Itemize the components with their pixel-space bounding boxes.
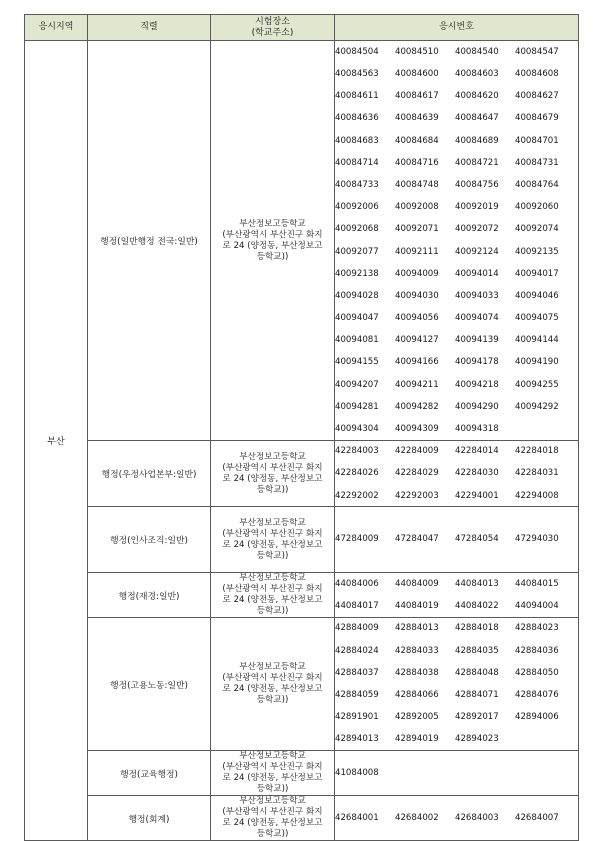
exam-number: 40084608 (515, 69, 559, 79)
place-line: 로 24 (양정동, 부산정보고 (222, 240, 323, 251)
exam-number: 42892017 (455, 712, 499, 723)
exam-number: 40094127 (395, 335, 439, 346)
exam-number: 40094046 (515, 290, 559, 301)
exam-number: 40094282 (395, 401, 439, 412)
exam-number: 40084748 (395, 179, 439, 190)
place-line: 등학교)) (256, 784, 289, 794)
exam-number: 42884050 (515, 667, 559, 678)
exam-number: 42292002 (335, 490, 379, 501)
place-line: 부산정보고등학교 (239, 218, 306, 229)
exam-number: 40084540 (455, 46, 499, 57)
exam-number: 40092019 (455, 202, 499, 213)
exam-number: 40084620 (455, 91, 499, 102)
exam-number: 40084756 (455, 179, 499, 190)
place-address (211, 573, 334, 617)
table-row (25, 41, 579, 441)
table-row (25, 573, 579, 618)
exam-number: 42884036 (515, 645, 559, 656)
exam-number: 42884013 (395, 623, 439, 634)
place-line: (부산광역시 부산진구 화지 (222, 584, 323, 594)
exam-number: 40094190 (515, 357, 559, 368)
number-row (335, 263, 578, 285)
number-row (335, 374, 578, 396)
exam-number: 42294008 (515, 490, 559, 501)
exam-number: 42684001 (335, 812, 379, 823)
exam-number: 40094155 (335, 357, 379, 368)
exam-number: 47294030 (515, 534, 559, 545)
exam-number: 40084627 (515, 91, 559, 102)
exam-number: 42894019 (395, 734, 439, 745)
exam-number: 42684003 (455, 812, 499, 823)
exam-number: 44084017 (335, 601, 379, 611)
place-line: 부산정보고등학교 (239, 517, 306, 528)
exam-number: 40094304 (335, 424, 379, 434)
exam-number: 42884071 (455, 690, 499, 700)
exam-number: 40084679 (515, 113, 559, 124)
exam-number: 40084611 (335, 91, 379, 102)
exam-number: 40084617 (395, 91, 439, 102)
number-row (335, 107, 578, 129)
place-line: 부산정보고등학교 (239, 451, 306, 462)
exam-number: 42684002 (395, 812, 439, 823)
exam-number: 40094030 (395, 290, 439, 301)
exam-number: 40084701 (515, 135, 559, 146)
number-row (335, 63, 578, 85)
job-cell: 행정(일반행정 전국:일반) (88, 41, 211, 441)
exam-number: 40094211 (395, 379, 439, 390)
exam-number: 42284030 (455, 468, 499, 479)
exam-number: 40084721 (455, 157, 499, 168)
place-line: 로 24 (양전동, 부산정보고 (222, 684, 323, 694)
job-cell: 행정(재경:일반) (88, 573, 211, 618)
place-line: 로 24 (양전동, 부산정보고 (222, 818, 323, 828)
exam-number: 40092060 (515, 202, 559, 213)
place-address (211, 751, 334, 795)
exam-number: 40094281 (335, 401, 379, 412)
place-cell (211, 507, 335, 573)
number-row (335, 662, 578, 684)
exam-number: 44084015 (515, 578, 559, 589)
place-line: (부산광역시 부산진구 화지 (222, 229, 323, 240)
place-line: (부산광역시 부산진구 화지 (222, 673, 323, 683)
place-address (211, 662, 334, 706)
exam-number: 44084019 (395, 601, 439, 611)
place-line: (부산광역시 부산진구 화지 (222, 762, 323, 772)
exam-number: 40094290 (455, 401, 499, 412)
exam-number: 44094004 (515, 601, 559, 611)
exam-number: 40094309 (395, 424, 439, 434)
exam-number: 40092006 (335, 202, 379, 213)
exam-number: 40092074 (515, 224, 559, 235)
exam-number: 42884066 (395, 690, 439, 700)
table-row (25, 751, 579, 796)
exam-number: 42884009 (335, 623, 379, 634)
exam-number: 40084683 (335, 135, 379, 146)
number-row (335, 462, 578, 484)
exam-number: 40094207 (335, 379, 379, 390)
exam-number: 40094318 (455, 424, 499, 434)
exam-number: 47284054 (455, 534, 499, 545)
place-line: (부산광역시 부산진구 화지 (222, 807, 323, 817)
exam-number: 40084689 (455, 135, 499, 146)
number-row (335, 329, 578, 351)
exam-number: 40094017 (515, 268, 559, 279)
place-cell (211, 751, 335, 796)
exam-number: 40094255 (515, 379, 559, 390)
number-row (335, 218, 578, 240)
place-line: 부산정보고등학교 (239, 662, 306, 672)
exam-number: 40084636 (335, 113, 379, 124)
exam-number: 40092111 (395, 246, 439, 257)
number-row (335, 762, 578, 784)
exam-number: 40094014 (455, 268, 499, 279)
exam-number: 40094009 (395, 268, 439, 279)
number-cell (335, 796, 579, 841)
header-place (211, 15, 335, 41)
exam-number: 40092135 (515, 246, 559, 257)
exam-number: 40084504 (335, 46, 379, 57)
place-line: 로 24 (양정동, 부산정보고 (222, 473, 323, 484)
number-row (335, 85, 578, 107)
exam-number: 42894023 (455, 734, 499, 745)
number-row (335, 574, 578, 596)
exam-number: 42284018 (515, 446, 559, 457)
number-row (335, 130, 578, 152)
place-line: 로 24 (양전동, 부산정보고 (222, 539, 323, 550)
place-line: 부산정보고등학교 (239, 751, 306, 761)
place-line: 등학교)) (256, 829, 289, 839)
number-row (335, 196, 578, 218)
exam-number: 42284031 (515, 468, 559, 479)
exam-number: 42891901 (335, 712, 379, 723)
header-region: 응시지역 (25, 15, 88, 41)
exam-number: 40084510 (395, 46, 439, 57)
table-row (25, 796, 579, 841)
exam-number: 47284047 (395, 534, 439, 545)
exam-number: 40094033 (455, 290, 499, 301)
exam-number: 40094075 (515, 313, 559, 324)
exam-number: 42884059 (335, 690, 379, 700)
number-row (335, 706, 578, 728)
place-cell (211, 618, 335, 751)
place-address (211, 452, 334, 496)
exam-number: 44084006 (335, 578, 379, 589)
place-address (211, 796, 334, 840)
number-cell (335, 573, 579, 618)
place-address (211, 518, 334, 562)
number-row (335, 728, 578, 750)
number-row (335, 285, 578, 307)
number-row (335, 684, 578, 706)
table-row (25, 507, 579, 573)
header-number: 응시번호 (335, 15, 579, 41)
job-cell: 행정(인사조직:일반) (88, 507, 211, 573)
place-line: (부산광역시 부산진구 화지 (222, 462, 323, 473)
exam-number: 42292003 (395, 490, 439, 501)
number-cell (335, 507, 579, 573)
exam-number: 44084009 (395, 578, 439, 589)
exam-number: 40094139 (455, 335, 499, 346)
exam-number: 42884037 (335, 667, 379, 678)
exam-number: 41084008 (335, 767, 379, 778)
exam-number: 42884033 (395, 645, 439, 656)
exam-number: 40084603 (455, 69, 499, 79)
number-row (335, 152, 578, 174)
place-cell (211, 573, 335, 618)
number-row (335, 307, 578, 329)
place-address (211, 219, 334, 263)
table-row (25, 441, 579, 507)
exam-number: 40094144 (515, 335, 559, 346)
exam-number: 40084716 (395, 157, 439, 168)
exam-number: 42294001 (455, 490, 499, 501)
exam-number: 42884048 (455, 667, 499, 678)
job-cell: 행정(교육행정) (88, 751, 211, 796)
exam-number: 40084647 (455, 113, 499, 124)
place-line: 로 24 (양전동, 부산정보고 (222, 773, 323, 783)
region-cell: 부산 (25, 41, 88, 841)
exam-number: 42884076 (515, 690, 559, 700)
job-cell: 행정(우정사업본부:일반) (88, 441, 211, 507)
exam-number: 42884023 (515, 623, 559, 634)
exam-number: 40092068 (335, 224, 379, 235)
exam-number: 42284026 (335, 468, 379, 479)
exam-number: 40094292 (515, 401, 559, 412)
job-cell: 행정(회계) (88, 796, 211, 841)
place-line: 등학교)) (256, 550, 289, 561)
exam-number: 42284003 (335, 446, 379, 457)
place-line: 등학교)) (256, 251, 289, 262)
number-row (335, 41, 578, 63)
number-row (335, 807, 578, 829)
place-line: 부산정보고등학교 (239, 573, 306, 583)
number-row (335, 441, 578, 462)
place-line: (부산광역시 부산진구 화지 (222, 528, 323, 539)
place-line: 등학교)) (256, 484, 289, 495)
exam-number: 40094218 (455, 379, 499, 390)
exam-number: 42894006 (515, 712, 559, 723)
number-cell (335, 618, 579, 751)
place-cell (211, 441, 335, 507)
table-body (25, 41, 579, 841)
exam-number: 40092008 (395, 202, 439, 213)
exam-number: 40084547 (515, 46, 559, 57)
place-line: 등학교)) (256, 606, 289, 616)
exam-number: 40094028 (335, 290, 379, 301)
exam-number: 40092071 (395, 224, 439, 235)
place-line: 로 24 (양전동, 부산정보고 (222, 595, 323, 605)
exam-number: 40084731 (515, 157, 559, 168)
header-place-line1: 시험장소 (255, 16, 290, 27)
exam-number: 42284029 (395, 468, 439, 479)
exam-number: 47284009 (335, 534, 379, 545)
exam-number: 40094047 (335, 313, 379, 324)
exam-number: 40084714 (335, 157, 379, 168)
exam-number: 42284009 (395, 446, 439, 457)
exam-number: 40092138 (335, 268, 379, 279)
exam-number: 40094178 (455, 357, 499, 368)
place-line: 부산정보고등학교 (239, 796, 306, 806)
exam-number: 44084013 (455, 578, 499, 589)
exam-number: 40084639 (395, 113, 439, 124)
place-cell (211, 41, 335, 441)
exam-number: 40094056 (395, 313, 439, 324)
job-cell: 행정(고용노동:일반) (88, 618, 211, 751)
exam-number: 42884018 (455, 623, 499, 634)
number-row (335, 528, 578, 550)
exam-number: 40092124 (455, 246, 499, 257)
header-place-line2: (학교주소) (251, 27, 294, 38)
number-row (335, 241, 578, 263)
exam-number: 40092077 (335, 246, 379, 257)
table-row (25, 618, 579, 751)
number-row (335, 396, 578, 418)
exam-number: 42884035 (455, 645, 499, 656)
exam-number: 40084733 (335, 179, 379, 190)
exam-number: 40084764 (515, 179, 559, 190)
number-row (335, 595, 578, 617)
exam-number: 40084600 (395, 69, 439, 79)
exam-number: 42892005 (395, 712, 439, 723)
place-line: 등학교)) (256, 695, 289, 705)
number-cell (335, 41, 579, 441)
exam-number: 42894013 (335, 734, 379, 745)
number-row (335, 174, 578, 196)
number-cell (335, 751, 579, 796)
number-row (335, 618, 578, 640)
exam-number: 40084563 (335, 69, 379, 79)
exam-number: 42884024 (335, 645, 379, 656)
exam-number: 40094081 (335, 335, 379, 346)
place-cell (211, 796, 335, 841)
exam-number: 40092072 (455, 224, 499, 235)
number-cell (335, 441, 579, 507)
exam-number: 40094074 (455, 313, 499, 324)
number-row (335, 485, 578, 506)
exam-number: 42884038 (395, 667, 439, 678)
exam-number: 44084022 (455, 601, 499, 611)
exam-location-table (24, 14, 579, 841)
exam-number: 42684007 (515, 812, 559, 823)
header-job: 직렬 (88, 15, 211, 41)
exam-number: 40084684 (395, 135, 439, 146)
exam-number: 42284014 (455, 446, 499, 457)
number-row (335, 418, 578, 440)
exam-number: 40094166 (395, 357, 439, 368)
header-row (25, 15, 579, 41)
number-row (335, 351, 578, 373)
number-row (335, 640, 578, 662)
